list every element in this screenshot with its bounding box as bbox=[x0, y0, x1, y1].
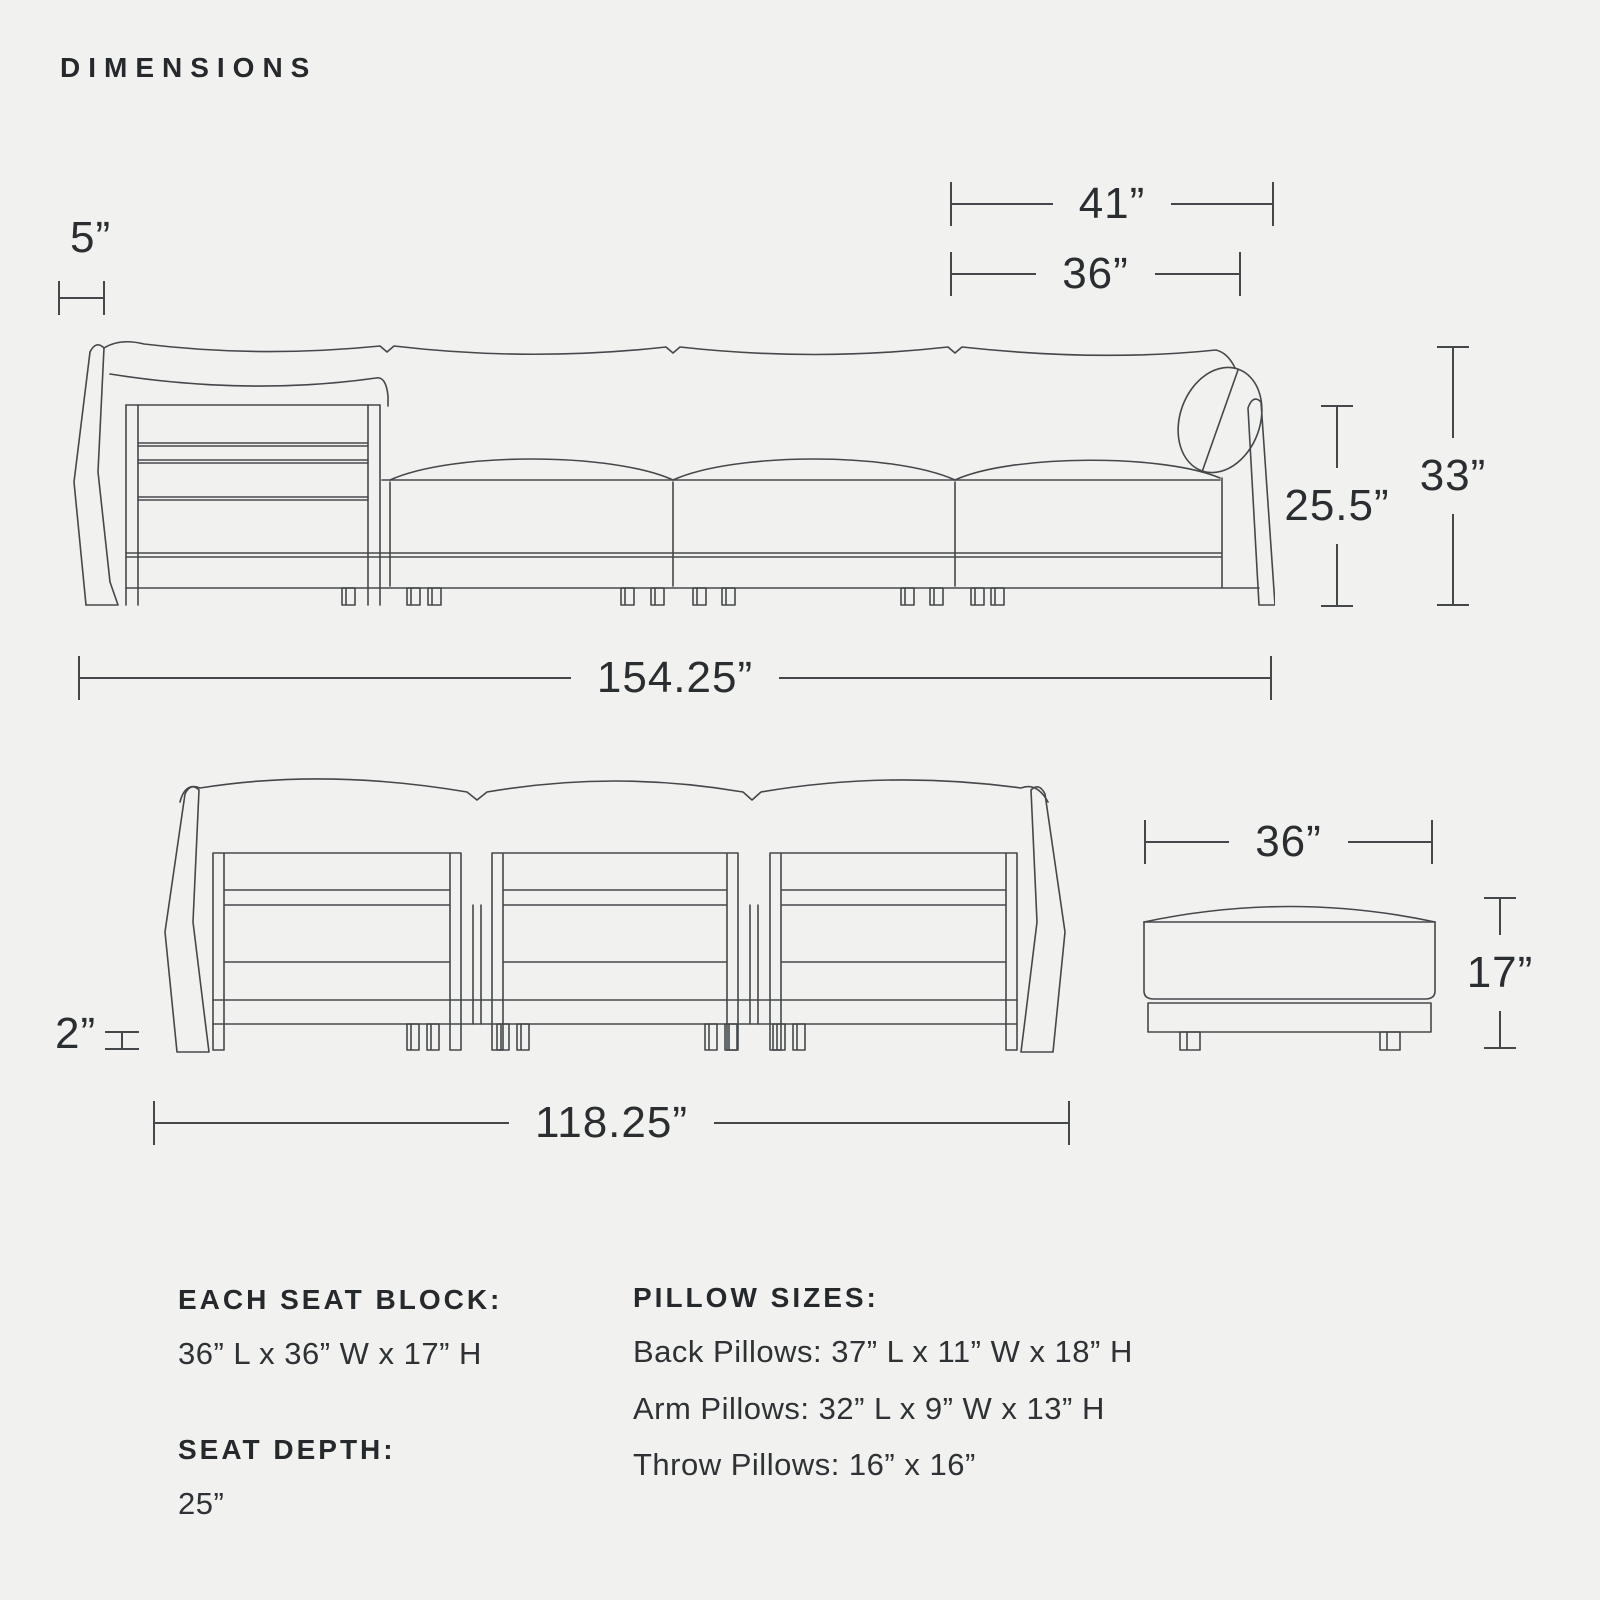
dim-overall-length bbox=[78, 653, 1272, 702]
dim-tick bbox=[1239, 252, 1241, 296]
dim-line bbox=[1336, 544, 1338, 605]
leg bbox=[773, 1024, 785, 1050]
dim-leg-height-label: 2” bbox=[55, 1009, 97, 1058]
frame-module bbox=[213, 853, 461, 1050]
wing-arm-outer bbox=[74, 352, 90, 605]
left-wing-arm bbox=[165, 787, 209, 1052]
dim-line bbox=[60, 297, 103, 299]
seat-depth-value: 25” bbox=[178, 1486, 225, 1521]
leg bbox=[930, 588, 943, 605]
dim-line bbox=[1452, 348, 1454, 438]
ottoman-body bbox=[1144, 922, 1435, 999]
dim-tick bbox=[1437, 604, 1469, 606]
dim-tick bbox=[1272, 182, 1274, 226]
back-view-drawing bbox=[155, 762, 1075, 1062]
base-rails bbox=[213, 1000, 1017, 1024]
dim-overall-height bbox=[1408, 346, 1498, 606]
leg bbox=[517, 1024, 529, 1050]
dim-frame-length-label: 118.25” bbox=[535, 1098, 688, 1147]
leg bbox=[693, 588, 706, 605]
dim-tick bbox=[1068, 1101, 1070, 1145]
dim-back-height-label: 25.5” bbox=[1284, 481, 1390, 530]
dim-end-seat bbox=[950, 249, 1241, 298]
dim-line bbox=[714, 1122, 1068, 1124]
dim-arm-depth-label: 5” bbox=[70, 213, 112, 262]
leg bbox=[342, 588, 355, 605]
dim-end-seat-label: 36” bbox=[1062, 249, 1129, 298]
leg bbox=[1380, 1032, 1400, 1050]
wing-arm-top bbox=[90, 345, 104, 352]
back-cushion-line bbox=[180, 779, 1048, 802]
leg bbox=[407, 588, 420, 605]
dim-line bbox=[1499, 899, 1501, 935]
ottoman-drawing bbox=[1120, 885, 1450, 1055]
dim-tick bbox=[1484, 1047, 1516, 1049]
bolster-seam bbox=[1202, 370, 1238, 472]
dim-line bbox=[1499, 1011, 1501, 1047]
frame-slats bbox=[138, 443, 368, 500]
leg bbox=[793, 1024, 805, 1050]
leg bbox=[407, 1024, 419, 1050]
dim-tick bbox=[1321, 605, 1353, 607]
dim-tick bbox=[1270, 656, 1272, 700]
dim-line bbox=[952, 203, 1053, 205]
frame-module bbox=[492, 853, 738, 1050]
seat-block-value: 36” L x 36” W x 17” H bbox=[178, 1336, 482, 1371]
leg bbox=[705, 1024, 717, 1050]
seat-depth-heading: SEAT DEPTH: bbox=[178, 1434, 396, 1465]
leg bbox=[621, 588, 634, 605]
pillow-back-value: Back Pillows: 37” L x 11” W x 18” H bbox=[633, 1334, 1133, 1369]
wing-arm-foot bbox=[86, 582, 118, 605]
leg bbox=[901, 588, 914, 605]
leg bbox=[651, 588, 664, 605]
dim-frame-length bbox=[153, 1098, 1070, 1147]
leg bbox=[722, 588, 735, 605]
module-junctions bbox=[473, 905, 758, 1024]
dim-end-total bbox=[950, 179, 1274, 228]
side-view-drawing bbox=[60, 332, 1275, 610]
pillow-sizes-heading: PILLOW SIZES: bbox=[633, 1282, 879, 1313]
leg bbox=[427, 1024, 439, 1050]
dim-ottoman-height bbox=[1455, 897, 1545, 1049]
ottoman-cushion-dome bbox=[1144, 907, 1435, 923]
frame-module bbox=[770, 853, 1017, 1050]
dim-line bbox=[1348, 841, 1431, 843]
dim-line bbox=[952, 273, 1036, 275]
module-junctions bbox=[390, 482, 955, 586]
page-title: DIMENSIONS bbox=[60, 52, 318, 83]
ottoman-base bbox=[1148, 1003, 1431, 1032]
leg bbox=[428, 588, 441, 605]
corner-cushion-line bbox=[110, 374, 388, 406]
right-arm bbox=[1248, 399, 1275, 605]
dim-back-height bbox=[1277, 405, 1397, 607]
dim-arm-depth-bracket bbox=[58, 281, 105, 315]
seat-block-heading: EACH SEAT BLOCK: bbox=[178, 1284, 503, 1315]
dim-line bbox=[779, 677, 1270, 679]
leg bbox=[991, 588, 1004, 605]
dim-line bbox=[80, 677, 571, 679]
dim-line bbox=[1155, 273, 1239, 275]
dim-line bbox=[155, 1122, 509, 1124]
dim-line bbox=[1171, 203, 1272, 205]
dim-line bbox=[1336, 407, 1338, 468]
dim-overall-length-label: 154.25” bbox=[596, 653, 754, 702]
base-rails bbox=[126, 478, 1259, 588]
dim-line bbox=[1146, 841, 1229, 843]
dim-line bbox=[1452, 514, 1454, 604]
dim-ottoman-width bbox=[1144, 817, 1433, 866]
dim-end-total-label: 41” bbox=[1078, 179, 1146, 228]
dim-tick bbox=[1431, 820, 1433, 864]
dim-overall-height-label: 33” bbox=[1419, 451, 1487, 500]
dim-ottoman-width-label: 36” bbox=[1255, 817, 1322, 866]
right-wing-arm bbox=[1021, 787, 1065, 1052]
dim-ottoman-height-label: 17” bbox=[1466, 948, 1534, 997]
back-cushion-line bbox=[104, 342, 1235, 368]
pillow-arm-value: Arm Pillows: 32” L x 9” W x 13” H bbox=[633, 1391, 1105, 1426]
pillow-throw-value: Throw Pillows: 16” x 16” bbox=[633, 1447, 976, 1482]
dim-leg-height-bracket bbox=[103, 1031, 141, 1050]
dim-tick bbox=[103, 281, 105, 315]
seat-cushion-arcs bbox=[390, 459, 1220, 480]
leg bbox=[1180, 1032, 1200, 1050]
leg bbox=[971, 588, 984, 605]
dim-line bbox=[121, 1033, 123, 1048]
dim-tick bbox=[105, 1048, 139, 1050]
wing-arm-inner bbox=[98, 348, 110, 582]
bolster-pillow bbox=[1164, 356, 1275, 485]
